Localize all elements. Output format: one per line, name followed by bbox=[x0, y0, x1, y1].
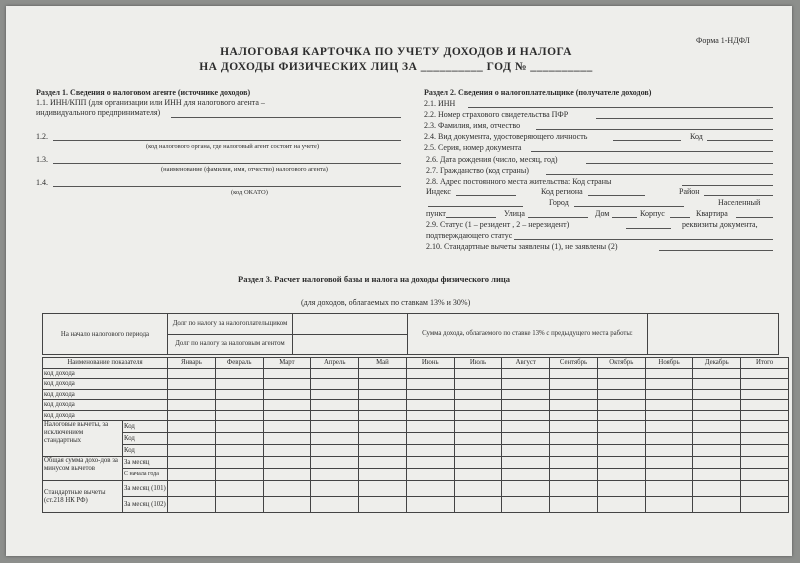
value-cell[interactable] bbox=[406, 400, 454, 411]
field-2-1-input[interactable] bbox=[468, 107, 773, 108]
value-cell[interactable] bbox=[645, 497, 693, 513]
value-cell[interactable] bbox=[168, 379, 216, 390]
field-1-4-input[interactable] bbox=[53, 186, 401, 187]
month-header: Март bbox=[263, 358, 311, 369]
value-cell[interactable] bbox=[693, 379, 741, 390]
value-cell[interactable] bbox=[550, 379, 598, 390]
value-cell[interactable] bbox=[311, 497, 359, 513]
prev-income-value[interactable] bbox=[648, 314, 779, 355]
value-cell[interactable] bbox=[406, 469, 454, 481]
value-cell[interactable] bbox=[597, 457, 645, 469]
addr-city-input[interactable] bbox=[574, 206, 684, 207]
value-cell[interactable] bbox=[311, 379, 359, 390]
field-2-7-input[interactable] bbox=[546, 174, 773, 175]
value-cell[interactable] bbox=[502, 433, 550, 445]
field-2-6: 2.6. Дата рождения (число, месяц, год) bbox=[426, 155, 558, 164]
addr-apt-input[interactable] bbox=[736, 217, 773, 218]
value-cell[interactable] bbox=[215, 400, 263, 411]
addr-district-input[interactable] bbox=[704, 195, 773, 196]
value-cell[interactable] bbox=[168, 389, 216, 400]
debt-taxpayer-value[interactable] bbox=[293, 314, 408, 335]
value-cell[interactable] bbox=[406, 368, 454, 379]
addr-house-input[interactable] bbox=[612, 217, 637, 218]
value-cell[interactable] bbox=[693, 410, 741, 421]
field-1-3-input[interactable] bbox=[53, 163, 401, 164]
deduction-code-label: Код bbox=[123, 421, 168, 433]
value-cell[interactable] bbox=[502, 368, 550, 379]
field-2-8-input[interactable] bbox=[682, 185, 773, 186]
value-cell[interactable] bbox=[406, 445, 454, 457]
value-cell[interactable] bbox=[263, 445, 311, 457]
value-cell[interactable] bbox=[215, 481, 263, 497]
value-cell[interactable] bbox=[311, 400, 359, 411]
value-cell[interactable] bbox=[311, 433, 359, 445]
value-cell[interactable] bbox=[550, 389, 598, 400]
section3-heading: Раздел 3. Расчет налоговой базы и налога на доходы физического лица bbox=[238, 274, 510, 284]
addr-settlement: Населенный bbox=[718, 198, 761, 207]
value-cell[interactable] bbox=[645, 445, 693, 457]
value-cell[interactable] bbox=[454, 400, 502, 411]
addr-district-cont[interactable] bbox=[428, 206, 523, 207]
value-cell[interactable] bbox=[311, 457, 359, 469]
value-cell[interactable] bbox=[693, 421, 741, 433]
value-cell[interactable] bbox=[645, 481, 693, 497]
value-cell[interactable] bbox=[215, 469, 263, 481]
value-cell[interactable] bbox=[645, 379, 693, 390]
addr-apt: Квартира bbox=[696, 209, 728, 218]
field-2-1: 2.1. ИНН bbox=[424, 99, 456, 108]
value-cell[interactable] bbox=[406, 497, 454, 513]
month-header: Апрель bbox=[311, 358, 359, 369]
field-2-4-input[interactable] bbox=[613, 140, 681, 141]
value-cell[interactable] bbox=[359, 400, 407, 411]
field-2-9: 2.9. Статус (1 – резидент , 2 – нерезидент) bbox=[426, 220, 570, 229]
value-cell[interactable] bbox=[215, 421, 263, 433]
value-cell[interactable] bbox=[454, 469, 502, 481]
value-cell[interactable] bbox=[215, 457, 263, 469]
value-cell[interactable] bbox=[645, 368, 693, 379]
month-header: Сентябрь bbox=[550, 358, 598, 369]
value-cell[interactable] bbox=[215, 445, 263, 457]
value-cell[interactable] bbox=[263, 410, 311, 421]
value-cell[interactable] bbox=[168, 481, 216, 497]
value-cell[interactable] bbox=[215, 433, 263, 445]
tax-card-form bbox=[6, 6, 792, 556]
value-cell[interactable] bbox=[693, 481, 741, 497]
value-cell[interactable] bbox=[311, 481, 359, 497]
value-cell[interactable] bbox=[741, 400, 789, 411]
value-cell[interactable] bbox=[502, 497, 550, 513]
value-cell[interactable] bbox=[359, 457, 407, 469]
indicator-name-header: Наименование показателя bbox=[43, 358, 168, 369]
value-cell[interactable] bbox=[215, 379, 263, 390]
value-cell[interactable] bbox=[263, 497, 311, 513]
income-code-label: код дохода bbox=[43, 368, 168, 379]
value-cell[interactable] bbox=[597, 389, 645, 400]
value-cell[interactable] bbox=[406, 457, 454, 469]
value-cell[interactable] bbox=[597, 469, 645, 481]
addr-point: пункт bbox=[426, 209, 446, 218]
field-2-3-input[interactable] bbox=[536, 129, 773, 130]
field-2-9-doc-input[interactable] bbox=[514, 239, 773, 240]
addr-street: Улица bbox=[504, 209, 525, 218]
value-cell[interactable] bbox=[550, 410, 598, 421]
value-cell[interactable] bbox=[550, 433, 598, 445]
value-cell[interactable] bbox=[502, 469, 550, 481]
value-cell[interactable] bbox=[741, 421, 789, 433]
field-1-1: 1.1. ИНН/КПП (для организации или ИНН для налогового агента – bbox=[36, 98, 265, 107]
value-cell[interactable] bbox=[215, 389, 263, 400]
field-2-7: 2.7. Гражданство (код страны) bbox=[426, 166, 529, 175]
value-cell[interactable] bbox=[359, 410, 407, 421]
addr-index-input[interactable] bbox=[456, 195, 516, 196]
value-cell[interactable] bbox=[263, 481, 311, 497]
section3-subheading: (для доходов, облагаемых по ставкам 13% и 30%) bbox=[301, 298, 471, 307]
form-id: Форма 1-НДФЛ bbox=[696, 36, 750, 45]
field-2-2: 2.2. Номер страхового свидетельства ПФР bbox=[424, 110, 569, 119]
value-cell[interactable] bbox=[454, 379, 502, 390]
addr-region: Код региона bbox=[541, 187, 583, 196]
addr-street-input[interactable] bbox=[528, 217, 588, 218]
value-cell[interactable] bbox=[597, 497, 645, 513]
value-cell[interactable] bbox=[597, 481, 645, 497]
title-line-2: НА ДОХОДЫ ФИЗИЧЕСКИХ ЛИЦ ЗА __________ ГОД № __________ bbox=[199, 61, 593, 73]
value-cell[interactable] bbox=[263, 379, 311, 390]
value-cell[interactable] bbox=[645, 421, 693, 433]
value-cell[interactable] bbox=[359, 433, 407, 445]
value-cell[interactable] bbox=[693, 469, 741, 481]
since-year-label: С начала года bbox=[123, 469, 168, 481]
value-cell[interactable] bbox=[168, 497, 216, 513]
value-cell[interactable] bbox=[406, 410, 454, 421]
field-2-9-cont: подтверждающего статус bbox=[426, 231, 513, 240]
value-cell[interactable] bbox=[359, 497, 407, 513]
value-cell[interactable] bbox=[168, 445, 216, 457]
income-code-label: код дохода bbox=[43, 379, 168, 390]
value-cell[interactable] bbox=[550, 445, 598, 457]
per-month-101-label: За месяц (101) bbox=[123, 481, 168, 497]
income-code-label: код дохода bbox=[43, 389, 168, 400]
value-cell[interactable] bbox=[741, 497, 789, 513]
value-cell[interactable] bbox=[597, 400, 645, 411]
value-cell[interactable] bbox=[359, 368, 407, 379]
value-cell[interactable] bbox=[168, 410, 216, 421]
field-2-5: 2.5. Серия, номер документа bbox=[424, 143, 522, 152]
value-cell[interactable] bbox=[263, 469, 311, 481]
value-cell[interactable] bbox=[693, 457, 741, 469]
field-2-10-input[interactable] bbox=[659, 250, 773, 251]
value-cell[interactable] bbox=[645, 389, 693, 400]
tax-deductions-label: Налоговые вычеты, за исключением стандартных bbox=[43, 421, 123, 457]
value-cell[interactable] bbox=[597, 410, 645, 421]
value-cell[interactable] bbox=[263, 421, 311, 433]
value-cell[interactable] bbox=[741, 389, 789, 400]
value-cell[interactable] bbox=[168, 400, 216, 411]
section2-heading: Раздел 2. Сведения о налогоплательщике (получателе доходов) bbox=[424, 88, 652, 97]
value-cell[interactable] bbox=[406, 481, 454, 497]
field-2-6-input[interactable] bbox=[586, 163, 773, 164]
total-income-label: Общая сумма дохо-дов за минусом вычетов bbox=[43, 457, 123, 481]
month-header: Итого bbox=[741, 358, 789, 369]
addr-city: Город bbox=[549, 198, 569, 207]
value-cell[interactable] bbox=[263, 457, 311, 469]
value-cell[interactable] bbox=[215, 410, 263, 421]
value-cell[interactable] bbox=[502, 445, 550, 457]
month-header: Май bbox=[359, 358, 407, 369]
value-cell[interactable] bbox=[454, 433, 502, 445]
field-2-5-input[interactable] bbox=[531, 151, 773, 152]
field-1-4-hint: (код ОКАТО) bbox=[231, 189, 268, 196]
value-cell[interactable] bbox=[168, 457, 216, 469]
value-cell[interactable] bbox=[502, 379, 550, 390]
field-1-3-hint: (наименование (фамилия, имя, отчество) налогового агента) bbox=[161, 166, 328, 173]
per-month-label: За месяц bbox=[123, 457, 168, 469]
section1-heading: Раздел 1. Сведения о налоговом агенте (источнике доходов) bbox=[36, 88, 251, 97]
value-cell[interactable] bbox=[550, 421, 598, 433]
value-cell[interactable] bbox=[741, 410, 789, 421]
addr-house: Дом bbox=[595, 209, 610, 218]
value-cell[interactable] bbox=[741, 368, 789, 379]
value-cell[interactable] bbox=[168, 368, 216, 379]
value-cell[interactable] bbox=[597, 445, 645, 457]
addr-region-input[interactable] bbox=[588, 195, 645, 196]
value-cell[interactable] bbox=[311, 445, 359, 457]
value-cell[interactable] bbox=[502, 410, 550, 421]
value-cell[interactable] bbox=[693, 389, 741, 400]
value-cell[interactable] bbox=[597, 379, 645, 390]
value-cell[interactable] bbox=[311, 469, 359, 481]
field-1-1-cont: индивидуального предпринимателя) bbox=[36, 108, 161, 117]
income-code-label: код дохода bbox=[43, 400, 168, 411]
value-cell[interactable] bbox=[693, 368, 741, 379]
month-header: Август bbox=[502, 358, 550, 369]
value-cell[interactable] bbox=[550, 457, 598, 469]
value-cell[interactable] bbox=[359, 389, 407, 400]
value-cell[interactable] bbox=[693, 445, 741, 457]
value-cell[interactable] bbox=[454, 497, 502, 513]
value-cell[interactable] bbox=[359, 445, 407, 457]
value-cell[interactable] bbox=[454, 481, 502, 497]
value-cell[interactable] bbox=[359, 379, 407, 390]
section3-main-table bbox=[42, 357, 789, 513]
field-1-4: 1.4. bbox=[36, 178, 48, 187]
debt-taxpayer-label: Долг по налогу за налогоплательщиком bbox=[168, 314, 293, 335]
value-cell[interactable] bbox=[454, 410, 502, 421]
value-cell[interactable] bbox=[311, 389, 359, 400]
value-cell[interactable] bbox=[550, 481, 598, 497]
value-cell[interactable] bbox=[406, 389, 454, 400]
value-cell[interactable] bbox=[645, 400, 693, 411]
value-cell[interactable] bbox=[263, 389, 311, 400]
value-cell[interactable] bbox=[263, 368, 311, 379]
value-cell[interactable] bbox=[741, 433, 789, 445]
value-cell[interactable] bbox=[741, 445, 789, 457]
field-2-9-req: реквизиты документа, bbox=[682, 220, 758, 229]
field-2-10: 2.10. Стандартные вычеты заявлены (1), не заявлены (2) bbox=[426, 242, 618, 251]
field-1-2-hint: (код налогового органа, где налоговый агент состоит на учете) bbox=[146, 143, 320, 150]
value-cell[interactable] bbox=[406, 433, 454, 445]
value-cell[interactable] bbox=[168, 469, 216, 481]
field-2-8: 2.8. Адрес постоянного места жительства: Код страны bbox=[426, 177, 612, 186]
income-code-label: код дохода bbox=[43, 410, 168, 421]
value-cell[interactable] bbox=[741, 481, 789, 497]
addr-korpus: Корпус bbox=[640, 209, 665, 218]
month-header: Февраль bbox=[215, 358, 263, 369]
value-cell[interactable] bbox=[502, 457, 550, 469]
value-cell[interactable] bbox=[502, 389, 550, 400]
field-2-4-code: Код bbox=[690, 132, 703, 141]
addr-index: Индекс bbox=[426, 187, 451, 196]
value-cell[interactable] bbox=[645, 457, 693, 469]
value-cell[interactable] bbox=[550, 469, 598, 481]
deduction-code-label: Код bbox=[123, 433, 168, 445]
value-cell[interactable] bbox=[454, 445, 502, 457]
value-cell[interactable] bbox=[502, 481, 550, 497]
value-cell[interactable] bbox=[359, 421, 407, 433]
value-cell[interactable] bbox=[454, 421, 502, 433]
value-cell[interactable] bbox=[645, 410, 693, 421]
value-cell[interactable] bbox=[311, 368, 359, 379]
value-cell[interactable] bbox=[693, 400, 741, 411]
field-1-1-input[interactable] bbox=[171, 117, 401, 118]
month-header: Июнь bbox=[406, 358, 454, 369]
deduction-code-label: Код bbox=[123, 445, 168, 457]
field-1-2: 1.2. bbox=[36, 132, 48, 141]
title-line-1: НАЛОГОВАЯ КАРТОЧКА ПО УЧЕТУ ДОХОДОВ И НАЛОГА bbox=[220, 46, 572, 58]
value-cell[interactable] bbox=[168, 421, 216, 433]
section3-top-table bbox=[42, 313, 779, 355]
value-cell[interactable] bbox=[168, 433, 216, 445]
value-cell[interactable] bbox=[693, 497, 741, 513]
value-cell[interactable] bbox=[597, 421, 645, 433]
std-deductions-label: Стандартные вычеты (ст.218 НК РФ) bbox=[43, 481, 123, 513]
value-cell[interactable] bbox=[645, 433, 693, 445]
month-header: Декабрь bbox=[693, 358, 741, 369]
debt-agent-value[interactable] bbox=[293, 334, 408, 355]
value-cell[interactable] bbox=[454, 368, 502, 379]
value-cell[interactable] bbox=[406, 379, 454, 390]
month-header: Октябрь bbox=[597, 358, 645, 369]
value-cell[interactable] bbox=[215, 497, 263, 513]
value-cell[interactable] bbox=[550, 400, 598, 411]
prev-income-label: Сумма дохода, облагаемого по ставке 13% с предыдущего места работы: bbox=[408, 314, 648, 355]
value-cell[interactable] bbox=[550, 497, 598, 513]
value-cell[interactable] bbox=[741, 379, 789, 390]
month-header: Ноябрь bbox=[645, 358, 693, 369]
value-cell[interactable] bbox=[215, 368, 263, 379]
value-cell[interactable] bbox=[311, 410, 359, 421]
debt-agent-label: Долг по налогу за налоговым агентом bbox=[168, 334, 293, 355]
value-cell[interactable] bbox=[359, 469, 407, 481]
field-2-4: 2.4. Вид документа, удостоверяющего личность bbox=[424, 132, 588, 141]
value-cell[interactable] bbox=[454, 457, 502, 469]
value-cell[interactable] bbox=[502, 421, 550, 433]
field-1-3: 1.3. bbox=[36, 155, 48, 164]
value-cell[interactable] bbox=[263, 433, 311, 445]
value-cell[interactable] bbox=[550, 368, 598, 379]
value-cell[interactable] bbox=[693, 433, 741, 445]
value-cell[interactable] bbox=[406, 421, 454, 433]
addr-district: Район bbox=[679, 187, 700, 196]
month-header: Июль bbox=[454, 358, 502, 369]
field-2-2-input[interactable] bbox=[596, 118, 773, 119]
start-period-label: На начало налогового периода bbox=[43, 314, 168, 355]
month-header: Январь bbox=[168, 358, 216, 369]
value-cell[interactable] bbox=[263, 400, 311, 411]
field-1-2-input[interactable] bbox=[53, 140, 401, 141]
value-cell[interactable] bbox=[597, 368, 645, 379]
field-2-9-input[interactable] bbox=[626, 228, 671, 229]
value-cell[interactable] bbox=[741, 469, 789, 481]
field-2-3: 2.3. Фамилия, имя, отчество bbox=[424, 121, 521, 130]
value-cell[interactable] bbox=[359, 481, 407, 497]
per-month-102-label: За месяц (102) bbox=[123, 497, 168, 513]
value-cell[interactable] bbox=[454, 389, 502, 400]
value-cell[interactable] bbox=[597, 433, 645, 445]
value-cell[interactable] bbox=[645, 469, 693, 481]
value-cell[interactable] bbox=[502, 400, 550, 411]
addr-korpus-input[interactable] bbox=[670, 217, 690, 218]
value-cell[interactable] bbox=[741, 457, 789, 469]
value-cell[interactable] bbox=[311, 421, 359, 433]
field-2-4-code-input[interactable] bbox=[707, 140, 773, 141]
addr-point-input[interactable] bbox=[446, 217, 496, 218]
